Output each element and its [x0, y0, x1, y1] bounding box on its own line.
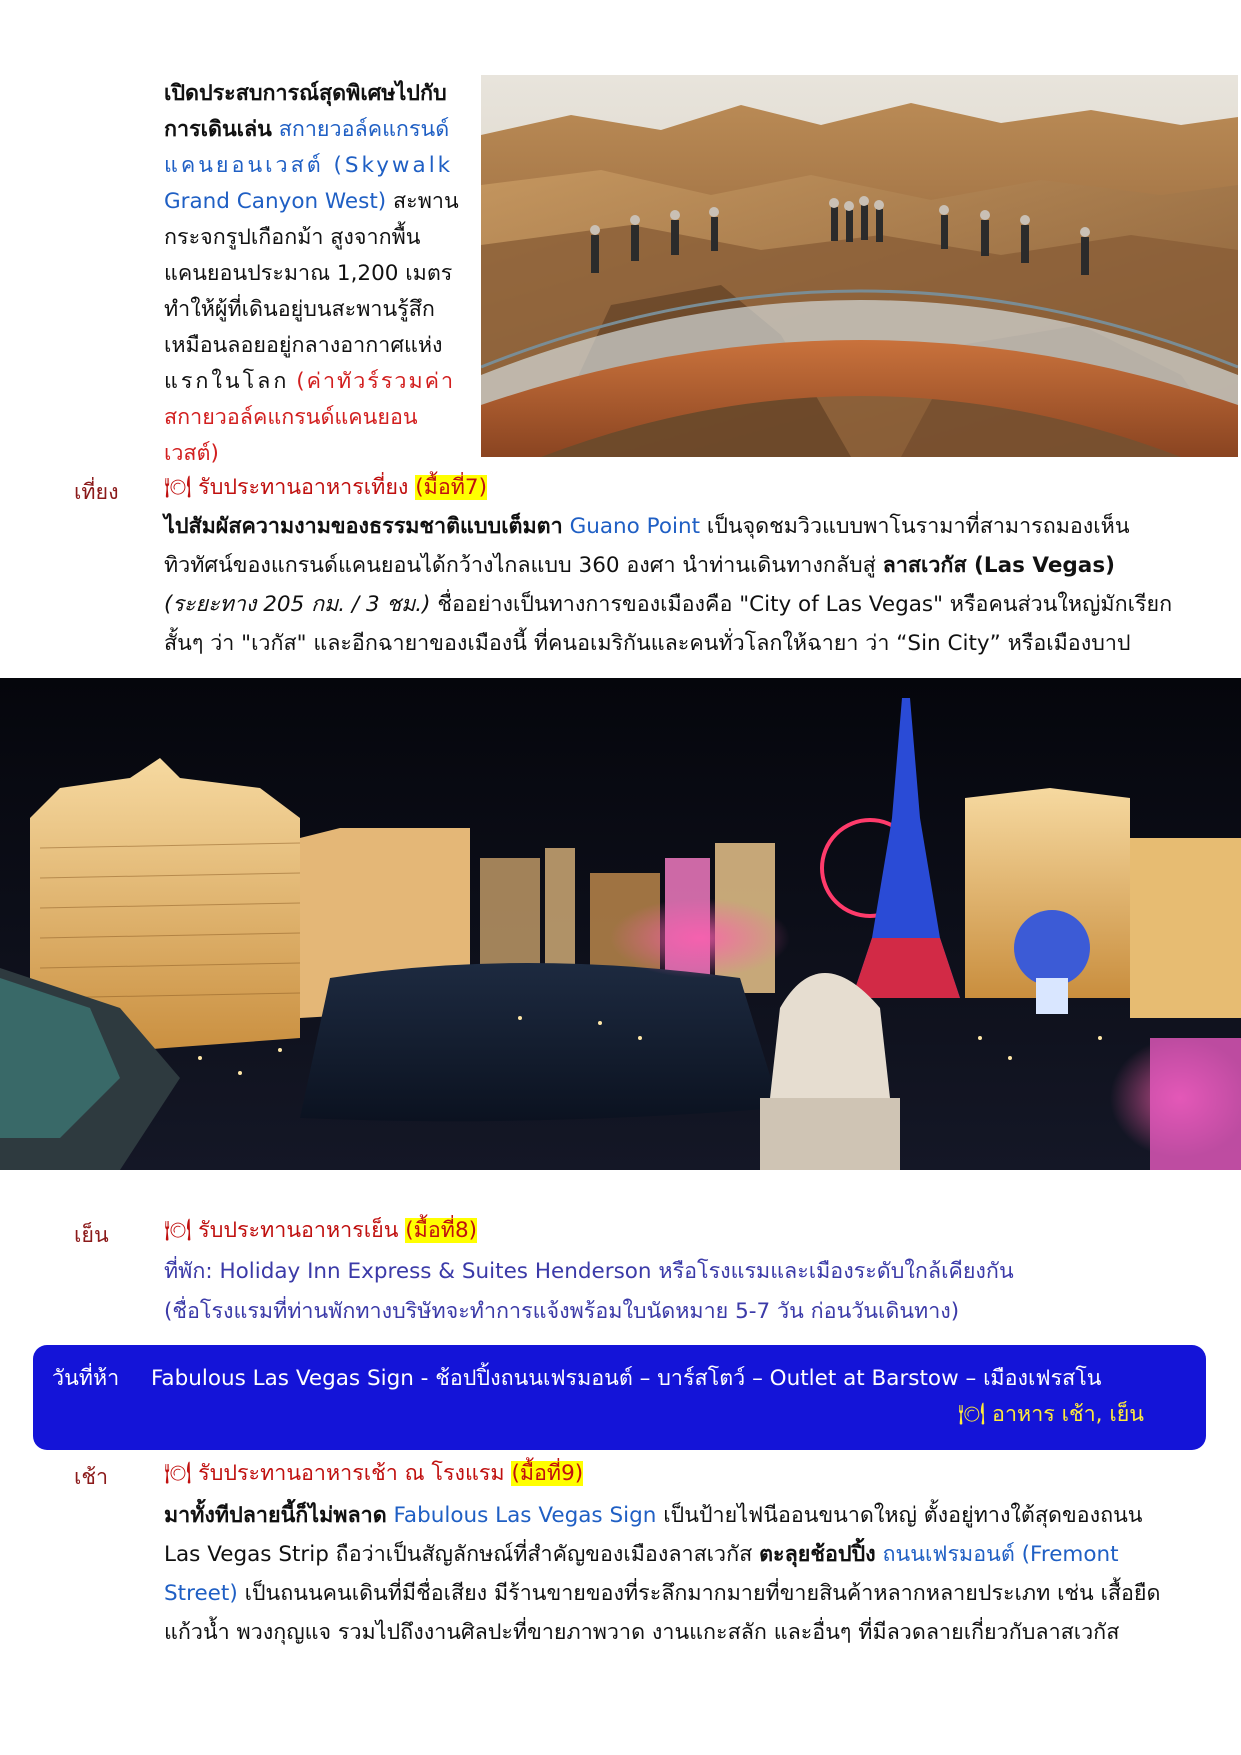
sign-line-4: แก้วน้ำ พวงกุญแจ รวมไปถึงงานศิลปะที่ขายภาพวาด งานแกะสลัก และอื่นๆ ที่มีลวดลายเกี่ยวกับลาสเวกัส [164, 1620, 1120, 1645]
intro-line-3[interactable]: แคนยอนเวสต์ (Skywalk [164, 153, 454, 178]
lunch-meal-number: (มื้อที่7) [415, 475, 487, 500]
lunch-meal-heading [164, 470, 487, 506]
dinner-meal-number: (มื้อที่8) [405, 1218, 478, 1243]
dinner-time-label: เย็น [74, 1223, 109, 1248]
skywalk-link[interactable]: สกายวอล์คแกรนด์ [278, 117, 450, 142]
skywalk-photo [481, 75, 1238, 457]
vegas-sign-paragraph [164, 1496, 1174, 1652]
guano-line-1: ไปสัมผัสความงามของธรรมชาติแบบเต็มตา Guano Point เป็นจุดชมวิวแบบพาโนรามาที่สามารถมองเห็น [164, 514, 1130, 539]
dish-icon: 🍽 [164, 1218, 192, 1243]
intro-line-6: แคนยอนประมาณ 1,200 เมตร [164, 261, 453, 286]
day-meals: 🍽 อาหาร เช้า, เย็น [957, 1402, 1144, 1427]
sign-line-1: มาทั้งทีปลายนี้ก็ไม่พลาด Fabulous Las Vegas Sign เป็นป้ายไฟนีออนขนาดใหญ่ ตั้งอยู่ทางใต้สุดของถนน [164, 1503, 1143, 1528]
intro-line-9: แรกในโลก (ค่าทัวร์รวมค่า [164, 369, 456, 394]
sign-line-2: Las Vegas Strip ถือว่าเป็นสัญลักษณ์ที่สำคัญของเมืองลาสเวกัส ตะลุยช้อปปิ้ง ถนนเฟรมอนต์ (Fremont [164, 1542, 1119, 1567]
lunch-time-label: เที่ยง [74, 480, 119, 505]
fremont-link[interactable]: ถนนเฟรมอนต์ (Fremont [882, 1542, 1119, 1567]
hotel-info [164, 1252, 1014, 1332]
intro-line-1: เปิดประสบการณ์สุดพิเศษไปกับ [164, 81, 447, 106]
intro-line-4: Grand Canyon West) สะพาน [164, 189, 459, 214]
breakfast-meal-heading [164, 1456, 583, 1492]
breakfast-meal-number: (มื้อที่9) [511, 1461, 584, 1486]
intro-line-8: เหมือนลอยอยู่กลางอากาศแห่ง [164, 333, 443, 358]
intro-paragraph [164, 76, 462, 472]
intro-line-11: เวสต์) [164, 441, 219, 466]
lunch-label: รับประทานอาหารเที่ยง [198, 475, 409, 500]
hotel-line-1: ที่พัก: Holiday Inn Express & Suites Henderson หรือโรงแรมและเมืองระดับใกล้เคียงกัน [164, 1259, 1014, 1284]
guano-line-2: ทิวทัศน์ของแกรนด์แคนยอนได้กว้างไกลแบบ 360 องศา นำท่านเดินทางกลับสู่ ลาสเวกัส (Las Vegas) [164, 553, 1115, 578]
day-route: Fabulous Las Vegas Sign - ช้อปปิ้งถนนเฟรมอนต์ – บาร์สโตว์ – Outlet at Barstow – เมืองเฟรสโน [151, 1366, 1102, 1391]
guano-line-4: สั้นๆ ว่า "เวกัส" และอีกฉายาของเมืองนี้ ที่คนอเมริกันและคนทั่วโลกให้ฉายา ว่า “Sin City” หรือเมืองบาป [164, 631, 1131, 656]
hotel-line-2: (ชื่อโรงแรมที่ท่านพักทางบริษัทจะทำการแจ้งพร้อมใบนัดหมาย 5-7 วัน ก่อนวันเดินทาง) [164, 1299, 960, 1324]
breakfast-label: รับประทานอาหารเช้า ณ โรงแรม [198, 1461, 505, 1486]
intro-line-2: การเดินเล่น สกายวอล์คแกรนด์ [164, 117, 450, 142]
las-vegas-photo [0, 678, 1241, 1170]
skywalk-illustration [481, 75, 1238, 457]
day-five-banner [33, 1345, 1206, 1450]
dinner-label: รับประทานอาหารเย็น [198, 1218, 399, 1243]
breakfast-time-label: เช้า [74, 1465, 109, 1490]
dish-icon: 🍽 [164, 1461, 192, 1486]
dish-icon: 🍽 [164, 475, 192, 500]
dinner-meal-heading [164, 1213, 477, 1249]
sign-line-3: Street) เป็นถนนคนเดินที่มีชื่อเสียง มีร้านขายของที่ระลึกมากมายที่ขายสินค้าหลากหลายประเภท เช่น เสื้อยืด [164, 1581, 1161, 1606]
las-vegas-illustration [0, 678, 1241, 1170]
guano-point-link[interactable]: Guano Point [569, 514, 701, 539]
fremont-link-cont[interactable]: Street) [164, 1581, 238, 1606]
intro-line-5: กระจกรูปเกือกม้า สูงจากพื้น [164, 225, 421, 250]
intro-line-7: ทำให้ผู้ที่เดินอยู่บนสะพานรู้สึก [164, 297, 435, 322]
guano-paragraph [164, 507, 1174, 663]
intro-line-10: สกายวอล์คแกรนด์แคนยอน [164, 405, 418, 430]
vegas-sign-link[interactable]: Fabulous Las Vegas Sign [393, 1503, 657, 1528]
day-label: วันที่ห้า [52, 1366, 120, 1391]
guano-line-3: (ระยะทาง 205 กม. / 3 ชม.) ชื่ออย่างเป็นทางการของเมืองคือ "City of Las Vegas" หรือคนส่วนใหญ่มักเรียก [164, 592, 1173, 617]
